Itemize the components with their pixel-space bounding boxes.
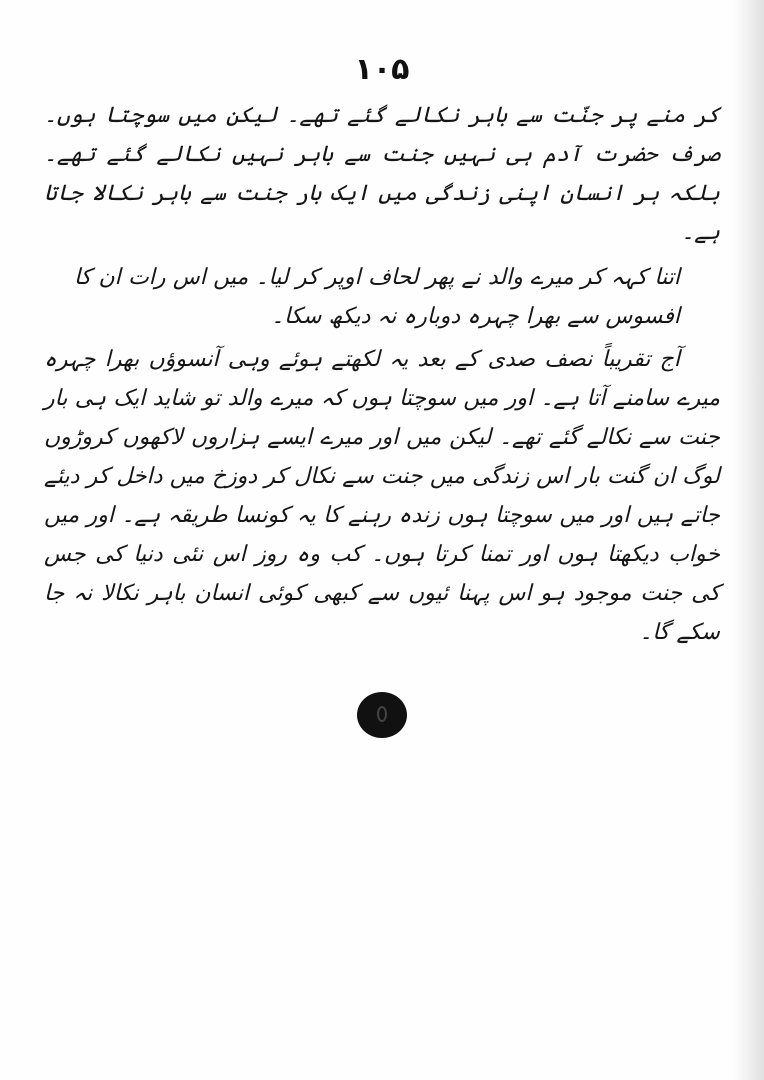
paragraph-2: اتنا کہہ کر میرے والد نے پھر لحاف اوپر کر لیا۔ میں اس رات ان کا افسوس سے بھرا چہرہ دوبارہ نہ دیکھ سکا۔ <box>74 265 680 329</box>
paragraph-1: کر منے پر جنّت سے باہر نکالے گئے تھے۔ لیکن میں سوچتا ہوں۔ صرف حضرت آدم ہی نہیں جنت سے باہر نہیں نکالے گئے تھے۔ بلکہ ہر انسان اپنی زندگی میں ایک بار جنت سے باہر نکالا جاتا ہے۔ <box>44 103 720 245</box>
ornament-inner-mark <box>377 706 387 722</box>
page-edge-shadow <box>734 0 764 1080</box>
paragraph-3: آج تقریباً نصف صدی کے بعد یہ لکھتے ہوئے وہی آنسوؤں بھرا چہرہ میرے سامنے آتا ہے۔ اور میں سوچتا ہوں کہ میرے والد تو شاید ایک ہی بار جنت سے نکالے گئے تھے۔ لیکن میں اور میرے ایسے ہزاروں لاکھوں کروڑوں لوگ ان گنت بار اس زندگی میں جنت سے نکال کر دوزخ میں داخل کر دیئے جاتے ہیں اور میں سوچتا ہوں زندہ رہنے کا یہ کونسا طریقہ ہے۔ اور میں خواب دیکھتا ہوں اور تمنا کرتا ہوں۔ کب وہ روز اس نئی دنیا کی جس کی جنت موجود ہو اس پہنا ئیوں سے کبھی کوئی انسان باہر نکالا نہ جا سکے گا۔ <box>44 347 720 645</box>
body-text <box>44 96 720 652</box>
circle-ornament-icon <box>357 692 407 738</box>
page-number: ۱۰۵ <box>354 52 410 87</box>
